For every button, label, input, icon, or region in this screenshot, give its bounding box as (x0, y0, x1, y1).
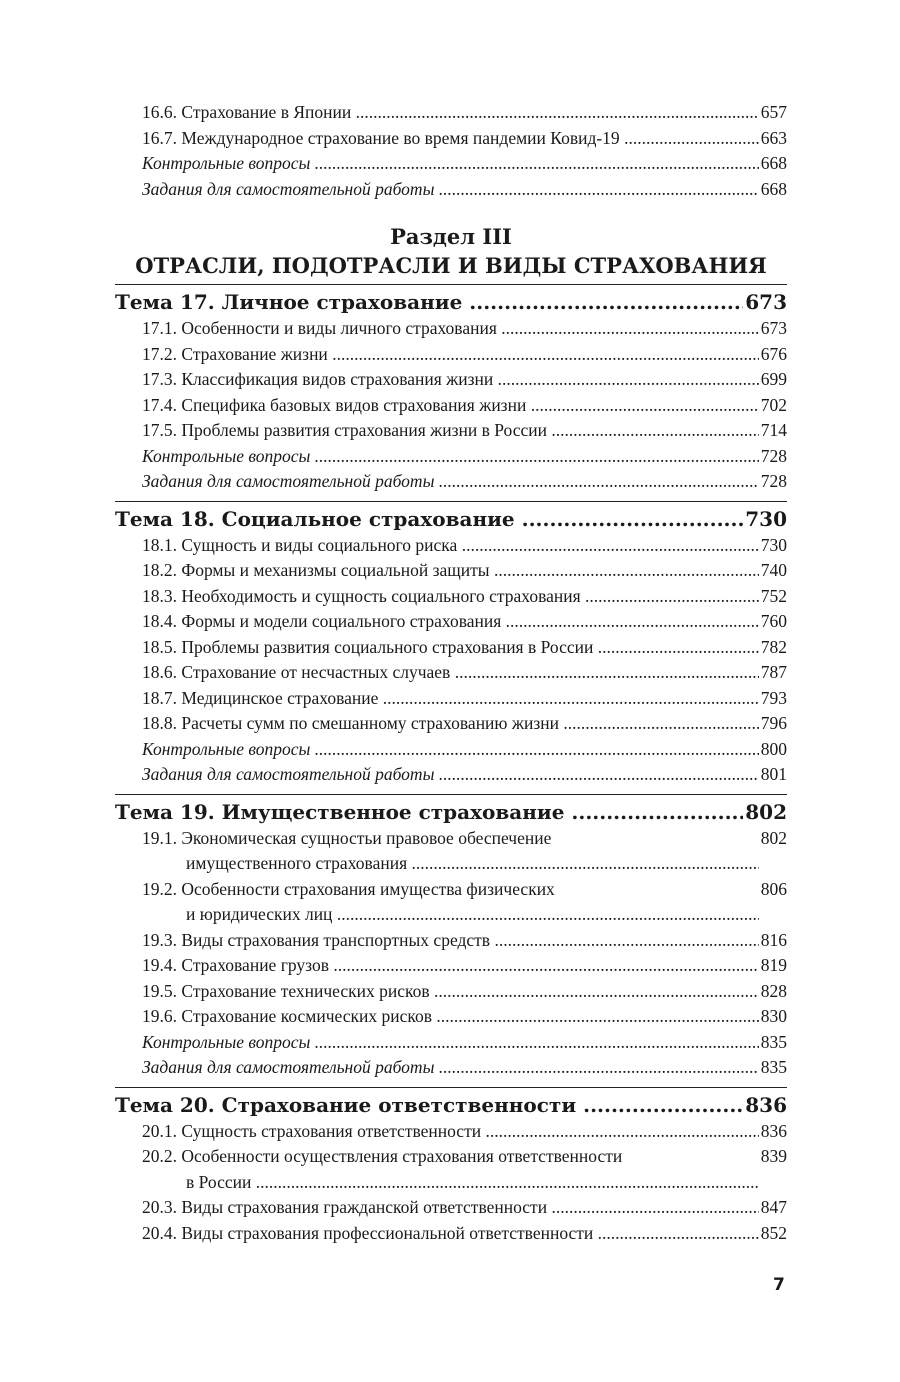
entry-title: Задания для самостоятельной работы ..... (142, 762, 759, 788)
entry-page: 752 (760, 585, 787, 606)
entry-page: 699 (760, 369, 787, 389)
entry-page: 673 (760, 318, 787, 338)
entry-title-line2: и юридических лиц ..... (142, 902, 759, 928)
entry-title-line2: имущественного страхования ..... (142, 851, 759, 877)
entry-title: 18.5. Проблемы развития социального страхования в России ..... (142, 635, 759, 661)
toc-entry[interactable] (115, 609, 787, 635)
toc-entry-review-questions[interactable] (115, 444, 787, 470)
toc-entry[interactable] (115, 660, 787, 686)
entry-page: 668 (760, 178, 787, 199)
entry-title: 17.4. Специфика базовых видов страхования жизни ..... (142, 393, 759, 419)
toc-entry[interactable] (115, 367, 787, 393)
topic-heading[interactable] (115, 794, 787, 826)
entry-page: 816 (760, 929, 787, 950)
topic-page: 802 (745, 799, 787, 824)
entry-title: 18.3. Необходимость и сущность социального страхования ..... (142, 584, 759, 610)
entry-page: 801 (760, 764, 787, 784)
toc-entry[interactable] (115, 1119, 787, 1145)
entry-title: 17.3. Классификация видов страхования жизни ..... (142, 367, 759, 393)
topic-page: 730 (745, 506, 787, 531)
topic-heading[interactable] (115, 1087, 787, 1119)
entry-title: 19.4. Страхование грузов ..... (142, 953, 759, 979)
entry-title: Контрольные вопросы ..... (142, 151, 759, 177)
entry-title: 19.6. Страхование космических рисков ..... (142, 1004, 759, 1030)
entry-page: 740 (760, 560, 787, 580)
entry-title: Задания для самостоятельной работы ..... (142, 469, 759, 495)
entry-page: 828 (760, 980, 787, 1001)
toc-entry[interactable] (115, 558, 787, 584)
toc-entry[interactable] (115, 584, 787, 610)
toc-entry[interactable] (115, 953, 787, 979)
entry-title: 20.3. Виды страхования гражданской ответственности ..... (142, 1195, 759, 1221)
entry-page: 800 (760, 738, 787, 759)
section-title: ОТРАСЛИ, ПОДОТРАСЛИ И ВИДЫ СТРАХОВАНИЯ (135, 253, 767, 278)
entry-title: 18.4. Формы и модели социального страхования ..... (142, 609, 759, 635)
toc-entry-review-questions[interactable] (115, 737, 787, 763)
entry-title: Задания для самостоятельной работы ..... (142, 177, 759, 203)
toc-entry-assignments[interactable] (115, 762, 787, 788)
toc-entry[interactable] (115, 826, 787, 877)
entry-page: 782 (760, 636, 787, 657)
entry-title: 18.6. Страхование от несчастных случаев ..... (142, 660, 759, 686)
toc-entry[interactable] (115, 316, 787, 342)
toc-entry[interactable] (115, 126, 787, 152)
toc-entry[interactable] (115, 635, 787, 661)
toc-entry[interactable] (115, 393, 787, 419)
toc-entry-assignments[interactable] (115, 1055, 787, 1081)
toc-entry[interactable] (115, 877, 787, 928)
topic-title: Тема 19. Имущественное страхование ..... (115, 798, 743, 826)
entry-page: 714 (760, 420, 787, 440)
topic-title: Тема 20. Страхование ответственности ..... (115, 1091, 743, 1119)
entry-title: 16.7. Международное страхование во время пандемии Ковид-19 ..... (142, 126, 759, 152)
entry-page: 835 (760, 1031, 787, 1052)
entry-title-wrap (142, 826, 759, 877)
entry-page: 728 (760, 445, 787, 466)
toc-entry[interactable] (115, 342, 787, 368)
entry-title-wrap (142, 877, 759, 928)
entry-page: 796 (760, 713, 787, 733)
topic-heading[interactable] (115, 501, 787, 533)
entry-page: 806 (760, 878, 787, 899)
entry-page: 663 (760, 127, 787, 148)
entry-page: 668 (760, 153, 787, 173)
entry-page: 839 (760, 1146, 787, 1166)
entry-title: Контрольные вопросы ..... (142, 1030, 759, 1056)
entry-title: Контрольные вопросы ..... (142, 737, 759, 763)
entry-title: 16.6. Страхование в Японии ..... (142, 100, 759, 126)
entry-title-line1: 19.2. Особенности страхования имущества физических (142, 878, 555, 899)
entry-title-line1: 19.1. Экономическая сущностьи правовое обеспечение (142, 827, 552, 848)
toc-entry[interactable] (115, 928, 787, 954)
toc-entry[interactable] (115, 1195, 787, 1221)
toc-entry[interactable] (115, 533, 787, 559)
entry-page: 802 (760, 827, 787, 848)
entry-page: 760 (760, 611, 787, 631)
entry-title: 20.4. Виды страхования профессиональной ответственности ..... (142, 1221, 759, 1247)
toc-entry-review-questions[interactable] (115, 1030, 787, 1056)
entry-page: 835 (760, 1057, 787, 1077)
entry-title: 18.2. Формы и механизмы социальной защиты ..... (142, 558, 759, 584)
entry-page: 819 (760, 955, 787, 975)
toc-entry-review-questions[interactable] (115, 151, 787, 177)
entry-page: 702 (760, 394, 787, 415)
entry-title: 18.8. Расчеты сумм по смешанному страхованию жизни ..... (142, 711, 759, 737)
entry-page: 793 (760, 687, 787, 708)
entry-title: 18.7. Медицинское страхование ..... (142, 686, 759, 712)
entry-title: 17.1. Особенности и виды личного страхования ..... (142, 316, 759, 342)
entry-title: 17.2. Страхование жизни ..... (142, 342, 759, 368)
entry-title: 19.5. Страхование технических рисков ..... (142, 979, 759, 1005)
page-number: 7 (773, 1275, 785, 1295)
entry-page: 657 (760, 102, 787, 122)
toc-entry[interactable] (115, 1221, 787, 1247)
topic-title: Тема 17. Личное страхование ..... (115, 288, 743, 316)
entry-page: 676 (760, 343, 787, 364)
entry-page: 787 (760, 662, 787, 682)
entry-title-line2: в России ..... (142, 1170, 759, 1196)
toc-entry-assignments[interactable] (115, 469, 787, 495)
toc-entry[interactable] (115, 418, 787, 444)
entry-page: 730 (760, 534, 787, 555)
entry-title: 20.1. Сущность страхования ответственности ..... (142, 1119, 759, 1145)
entry-page: 836 (760, 1120, 787, 1141)
entry-title: 18.1. Сущность и виды социального риска ..... (142, 533, 759, 559)
toc-entry-assignments[interactable] (115, 177, 787, 203)
topic-page: 673 (745, 290, 787, 314)
topic-title: Тема 18. Социальное страхование ..... (115, 505, 743, 533)
entry-page: 728 (760, 471, 787, 491)
entry-title: Контрольные вопросы ..... (142, 444, 759, 470)
entry-page: 830 (760, 1006, 787, 1026)
entry-title: Задания для самостоятельной работы ..... (142, 1055, 759, 1081)
entry-title-line1: 20.2. Особенности осуществления страхования ответственности (142, 1146, 623, 1166)
toc-entry[interactable] (115, 1144, 787, 1195)
table-of-contents (115, 100, 787, 1246)
toc-entry[interactable] (115, 686, 787, 712)
entry-page: 847 (760, 1197, 787, 1217)
section-heading (115, 222, 787, 280)
toc-entry[interactable] (115, 100, 787, 126)
entry-title-wrap (142, 1144, 759, 1195)
section-label: Раздел III (390, 224, 512, 249)
entry-title: 17.5. Проблемы развития страхования жизни в России ..... (142, 418, 759, 444)
toc-entry[interactable] (115, 711, 787, 737)
topic-heading[interactable] (115, 284, 787, 316)
toc-entry[interactable] (115, 1004, 787, 1030)
entry-title: 19.3. Виды страхования транспортных средств ..... (142, 928, 759, 954)
toc-entry[interactable] (115, 979, 787, 1005)
topic-page: 836 (745, 1092, 787, 1117)
entry-page: 852 (760, 1222, 787, 1243)
